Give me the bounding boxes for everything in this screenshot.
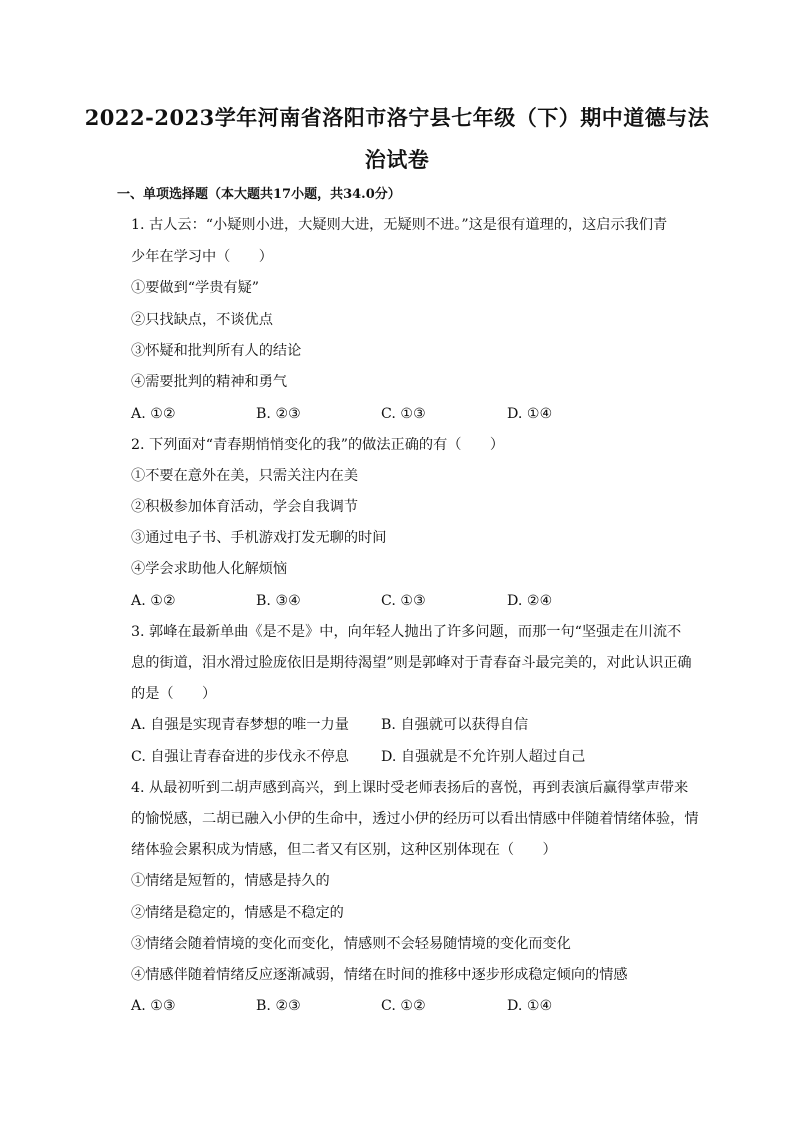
q1-option-c: C. ①③ bbox=[381, 406, 426, 422]
q4-item-4: ④情感伴随着情绪反应逐渐减弱，情绪在时间的推移中逐步形成稳定倾向的情感 bbox=[131, 967, 628, 983]
q4-item-2: ②情绪是稳定的，情感是不稳定的 bbox=[131, 905, 344, 921]
q1-option-d: D. ①④ bbox=[507, 406, 553, 422]
q4-stem-line-3: 绪体验会累积成为情感，但二者又有区别，这种区别体现在（ ） bbox=[131, 842, 557, 858]
q2-option-b: B. ③④ bbox=[256, 593, 301, 609]
exam-title-line-2: 治试卷 bbox=[364, 147, 430, 172]
q1-option-a: A. ①② bbox=[131, 406, 176, 422]
q4-item-3: ③情绪会随着情境的变化而变化，情感则不会轻易随情境的变化而变化 bbox=[131, 936, 571, 952]
q2-item-3: ③通过电子书、手机游戏打发无聊的时间 bbox=[131, 530, 387, 546]
q4-stem-line-1: 4. 从最初听到二胡声感到高兴，到上课时受老师表扬后的喜悦，再到表演后赢得掌声带来 bbox=[131, 780, 689, 796]
q3-option-c: C. 自强让青春奋进的步伐永不停息 bbox=[131, 749, 349, 765]
q4-option-a: A. ①③ bbox=[131, 998, 176, 1014]
q2-item-1: ①不要在意外在美，只需关注内在美 bbox=[131, 468, 359, 484]
q3-option-b: B. 自强就可以获得自信 bbox=[381, 717, 529, 733]
q4-item-1: ①情绪是短暂的，情感是持久的 bbox=[131, 873, 330, 889]
q1-item-1: ①要做到“学贵有疑” bbox=[131, 280, 260, 296]
q2-option-d: D. ②④ bbox=[507, 593, 553, 609]
q4-option-d: D. ①④ bbox=[507, 998, 553, 1014]
q4-stem-line-2: 的愉悦感，二胡已融入小伊的生命中，透过小伊的经历可以看出情感中伴随着情绪体验，情 bbox=[131, 811, 699, 827]
q1-stem-line-2: 少年在学习中（ ） bbox=[131, 249, 273, 265]
q2-item-2: ②积极参加体育活动，学会自我调节 bbox=[131, 499, 359, 515]
section-heading: 一、单项选择题（本大题共17小题，共34.0分） bbox=[117, 187, 401, 202]
q3-stem-line-2: 息的街道，泪水滑过脸庞依旧是期待渴望”则是郭峰对于青春奋斗最完美的，对此认识正确 bbox=[131, 655, 692, 671]
q1-stem-line-1: 1. 古人云：“小疑则小进，大疑则大进，无疑则不进。”这是很有道理的，这启示我们青 bbox=[131, 217, 668, 233]
q1-item-4: ④需要批判的精神和勇气 bbox=[131, 374, 288, 390]
q1-item-2: ②只找缺点，不谈优点 bbox=[131, 312, 273, 328]
q2-option-c: C. ①③ bbox=[381, 593, 426, 609]
q2-item-4: ④学会求助他人化解烦恼 bbox=[131, 561, 288, 577]
q3-stem-line-3: 的是（ ） bbox=[131, 686, 217, 702]
q2-option-a: A. ①② bbox=[131, 593, 176, 609]
q1-item-3: ③怀疑和批判所有人的结论 bbox=[131, 343, 302, 359]
q3-option-d: D. 自强就是不允许别人超过自己 bbox=[381, 749, 586, 765]
q4-option-b: B. ②③ bbox=[256, 998, 301, 1014]
q1-option-b: B. ②③ bbox=[256, 406, 301, 422]
exam-title-line-1: 2022-2023学年河南省洛阳市洛宁县七年级（下）期中道德与法 bbox=[84, 105, 710, 130]
q4-option-c: C. ①② bbox=[381, 998, 426, 1014]
q3-stem-line-1: 3. 郭峰在最新单曲《是不是》中，向年轻人抛出了许多问题，而那一句“坚强走在川流不 bbox=[131, 624, 682, 640]
q2-stem-line-1: 2. 下列面对“青春期悄悄变化的我”的做法正确的有（ ） bbox=[131, 437, 505, 453]
q3-option-a: A. 自强是实现青春梦想的唯一力量 bbox=[131, 717, 349, 733]
